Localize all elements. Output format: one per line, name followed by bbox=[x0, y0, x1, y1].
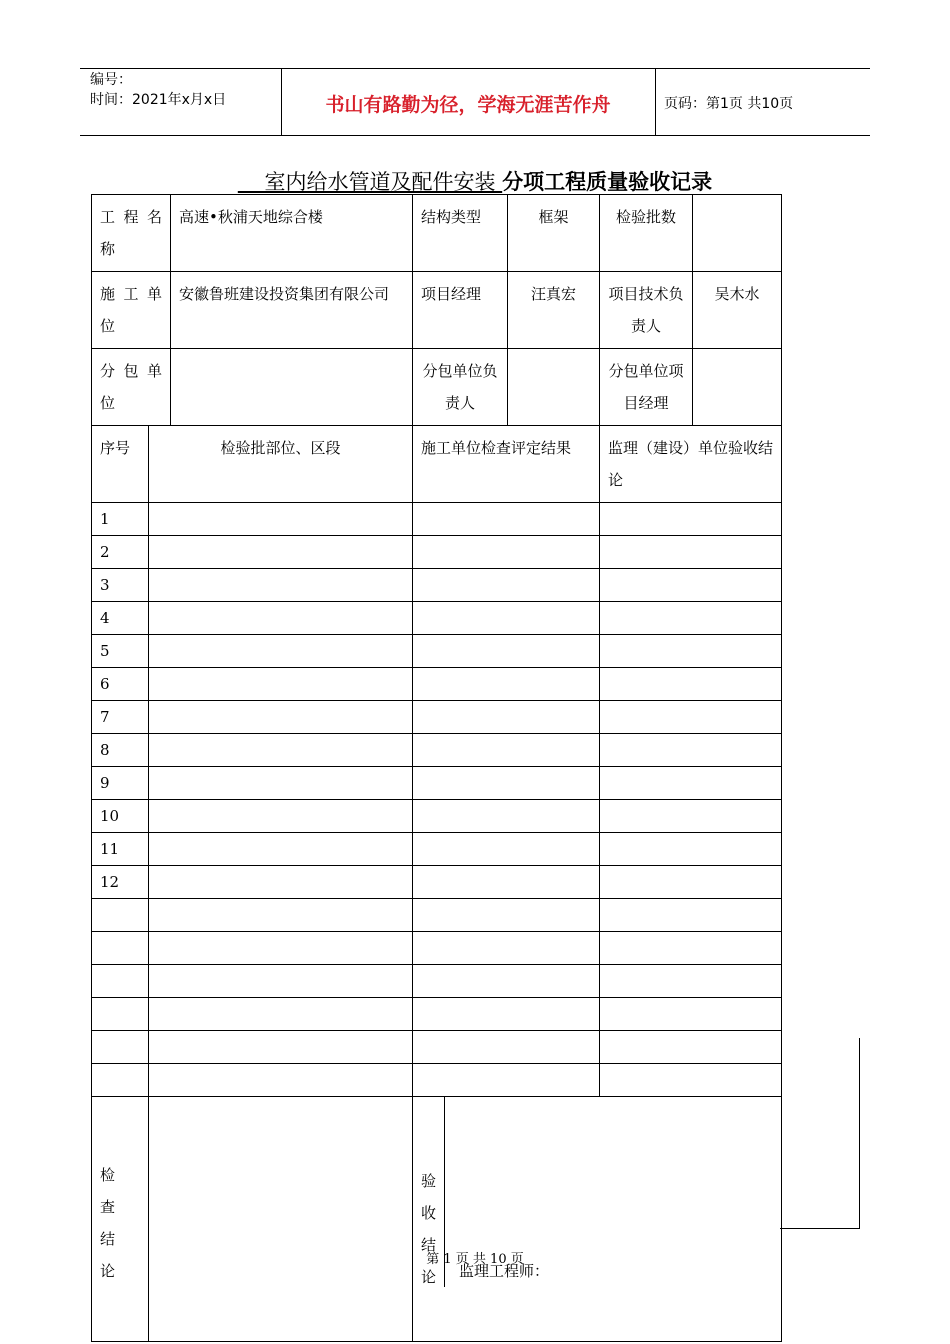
table-row bbox=[92, 668, 782, 701]
row-supervisor-result bbox=[600, 1031, 782, 1064]
table-row bbox=[92, 833, 782, 866]
outer-right-rule bbox=[859, 1038, 860, 1229]
row-seq bbox=[92, 1064, 149, 1097]
row-seq: 2 bbox=[92, 536, 149, 569]
table-row bbox=[92, 635, 782, 668]
row-seq: 9 bbox=[92, 767, 149, 800]
row-column-headers bbox=[92, 426, 782, 503]
row-conclusion bbox=[92, 1097, 782, 1342]
table-row bbox=[92, 800, 782, 833]
row-supervisor-result bbox=[600, 536, 782, 569]
row-location bbox=[149, 635, 413, 668]
row-supervisor-result bbox=[600, 833, 782, 866]
row-contractor-result bbox=[413, 701, 600, 734]
row-location bbox=[149, 536, 413, 569]
row-contractor-result bbox=[413, 767, 600, 800]
sub-pm-label: 分包单位项目经理 bbox=[600, 349, 693, 426]
table-row bbox=[92, 701, 782, 734]
table-row bbox=[92, 998, 782, 1031]
pm-label: 项目经理 bbox=[413, 272, 508, 349]
row-seq: 5 bbox=[92, 635, 149, 668]
col-location-header: 检验批部位、区段 bbox=[149, 426, 413, 503]
row-supervisor-result bbox=[600, 635, 782, 668]
row-location bbox=[149, 899, 413, 932]
row-location bbox=[149, 668, 413, 701]
row-seq bbox=[92, 932, 149, 965]
sub-lead-label: 分包单位负责人 bbox=[413, 349, 508, 426]
table-row bbox=[92, 1031, 782, 1064]
row-location bbox=[149, 767, 413, 800]
row-contractor-result bbox=[413, 800, 600, 833]
row-seq: 3 bbox=[92, 569, 149, 602]
row-subcontractor bbox=[92, 349, 782, 426]
row-location bbox=[149, 569, 413, 602]
page-footer: 第 1 页 共 10 页 bbox=[426, 1252, 524, 1267]
row-location bbox=[149, 701, 413, 734]
contractor-value: 安徽鲁班建设投资集团有限公司 bbox=[171, 272, 413, 349]
table-row bbox=[92, 866, 782, 899]
tech-lead-label: 项目技术负责人 bbox=[600, 272, 693, 349]
row-contractor-result bbox=[413, 668, 600, 701]
row-supervisor-result bbox=[600, 734, 782, 767]
row-contractor-result bbox=[413, 503, 600, 536]
time-label: 时间：2021年x月x日 bbox=[90, 92, 227, 108]
acceptance-conclusion-cell bbox=[413, 1097, 782, 1342]
row-supervisor-result bbox=[600, 998, 782, 1031]
row-location bbox=[149, 1031, 413, 1064]
row-contractor-result bbox=[413, 965, 600, 998]
outer-bottom-rule bbox=[780, 1228, 860, 1229]
row-location bbox=[149, 602, 413, 635]
row-seq bbox=[92, 965, 149, 998]
row-seq: 4 bbox=[92, 602, 149, 635]
pm-value: 汪真宏 bbox=[508, 272, 600, 349]
project-name-label: 工 程 名 称 bbox=[92, 195, 171, 272]
col-seq-header: 序号 bbox=[92, 426, 149, 503]
check-conclusion-label bbox=[92, 1097, 149, 1342]
header-meta bbox=[90, 70, 226, 110]
row-location bbox=[149, 998, 413, 1031]
row-seq: 12 bbox=[92, 866, 149, 899]
number-label: 编号： bbox=[90, 72, 132, 88]
row-contractor-result bbox=[413, 899, 600, 932]
table-row bbox=[92, 965, 782, 998]
row-contractor-result bbox=[413, 635, 600, 668]
table-row bbox=[92, 767, 782, 800]
table-row bbox=[92, 602, 782, 635]
sub-pm-value bbox=[693, 349, 782, 426]
row-location bbox=[149, 1064, 413, 1097]
table-row bbox=[92, 734, 782, 767]
row-location bbox=[149, 866, 413, 899]
sub-lead-value bbox=[508, 349, 600, 426]
inspection-rows bbox=[92, 503, 782, 1097]
row-seq: 11 bbox=[92, 833, 149, 866]
row-supervisor-result bbox=[600, 701, 782, 734]
row-supervisor-result bbox=[600, 767, 782, 800]
row-supervisor-result bbox=[600, 1064, 782, 1097]
row-supervisor-result bbox=[600, 800, 782, 833]
subcontractor-value bbox=[171, 349, 413, 426]
row-location bbox=[149, 932, 413, 965]
table-row bbox=[92, 536, 782, 569]
header-page-info: 页码：第1页 共10页 bbox=[664, 96, 794, 112]
structure-type-label: 结构类型 bbox=[413, 195, 508, 272]
page-title bbox=[60, 166, 890, 196]
header-top-rule bbox=[80, 68, 870, 69]
row-contractor-result bbox=[413, 998, 600, 1031]
row-seq: 6 bbox=[92, 668, 149, 701]
header-divider-right bbox=[655, 68, 656, 136]
row-seq: 1 bbox=[92, 503, 149, 536]
col-contractor-result-header: 施工单位检查评定结果 bbox=[413, 426, 600, 503]
header-bottom-rule bbox=[80, 135, 870, 136]
row-supervisor-result bbox=[600, 932, 782, 965]
col-supervisor-result-header: 监理（建设）单位验收结论 bbox=[600, 426, 782, 503]
row-contractor-result bbox=[413, 866, 600, 899]
row-contractor-result bbox=[413, 536, 600, 569]
row-supervisor-result bbox=[600, 503, 782, 536]
accept-conclusion-text: 验收结论 bbox=[421, 1172, 437, 1286]
title-record: 分项工程质量验收记录 bbox=[502, 170, 713, 194]
row-seq bbox=[92, 1031, 149, 1064]
row-supervisor-result bbox=[600, 668, 782, 701]
row-supervisor-result bbox=[600, 866, 782, 899]
row-location bbox=[149, 833, 413, 866]
row-contractor-result bbox=[413, 1031, 600, 1064]
row-contractor-result bbox=[413, 602, 600, 635]
project-name-value: 高速•秋浦天地综合楼 bbox=[171, 195, 413, 272]
row-supervisor-result bbox=[600, 569, 782, 602]
row-contractor-result bbox=[413, 833, 600, 866]
row-supervisor-result bbox=[600, 965, 782, 998]
row-supervisor-result bbox=[600, 602, 782, 635]
row-contractor-result bbox=[413, 1064, 600, 1097]
row-contractor-result bbox=[413, 569, 600, 602]
row-location bbox=[149, 800, 413, 833]
table-row bbox=[92, 569, 782, 602]
row-seq bbox=[92, 899, 149, 932]
row-seq: 10 bbox=[92, 800, 149, 833]
contractor-label: 施 工 单 位 bbox=[92, 272, 171, 349]
acceptance-record-table bbox=[91, 194, 782, 1342]
table-row bbox=[92, 503, 782, 536]
row-project bbox=[92, 195, 782, 272]
row-seq: 7 bbox=[92, 701, 149, 734]
check-conclusion-text: 检查结论 bbox=[100, 1166, 116, 1280]
row-contractor-result bbox=[413, 734, 600, 767]
row-seq: 8 bbox=[92, 734, 149, 767]
row-supervisor-result bbox=[600, 899, 782, 932]
row-contractor-result bbox=[413, 932, 600, 965]
table-row bbox=[92, 932, 782, 965]
batch-count-label: 检验批数 bbox=[600, 195, 693, 272]
row-contractor bbox=[92, 272, 782, 349]
batch-count-value bbox=[693, 195, 782, 272]
row-seq bbox=[92, 998, 149, 1031]
row-location bbox=[149, 965, 413, 998]
row-location bbox=[149, 503, 413, 536]
table-row bbox=[92, 899, 782, 932]
supervisor-engineer-label: 监理工程师： bbox=[459, 1262, 550, 1280]
title-subject: 室内给水管道及配件安装 bbox=[237, 170, 503, 194]
tech-lead-value: 吴木水 bbox=[693, 272, 782, 349]
table-row bbox=[92, 1064, 782, 1097]
structure-type-value: 框架 bbox=[508, 195, 600, 272]
check-conclusion-content bbox=[149, 1097, 413, 1342]
row-location bbox=[149, 734, 413, 767]
header-motto: 书山有路勤为径，学海无涯苦作舟 bbox=[325, 94, 611, 116]
subcontractor-label: 分 包 单 位 bbox=[92, 349, 171, 426]
